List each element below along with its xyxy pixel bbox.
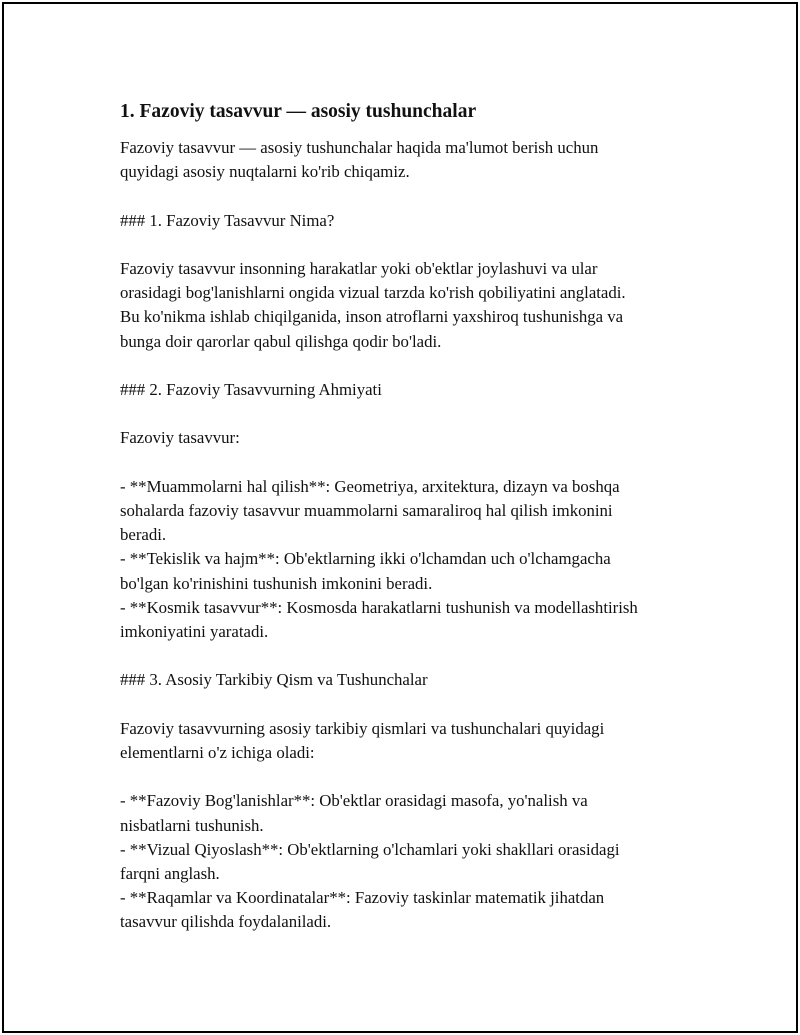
section-3-paragraph: Fazoviy tasavvurning asosiy tarkibiy qismlari va tushunchalari quyidagi elementlarni o'z ichiga oladi: — [120, 718, 605, 762]
section-1-heading: ### 1. Fazoviy Tasavvur Nima? — [120, 210, 335, 230]
section-2-list-item: - **Muammolarni hal qilish**: Geometriya, arxitektura, dizayn va boshqa sohalarda fazoviy tasavvur muammolarni samaraliroq hal qilish imkonini beradi. — [120, 476, 620, 545]
spacer — [120, 693, 710, 717]
spacer — [120, 184, 710, 208]
spacer — [120, 354, 710, 378]
section-2-list-item: - **Kosmik tasavvur**: Kosmosda harakatlarni tushunish va modellashtirish imkoniyatini yaratadi. — [120, 597, 638, 641]
spacer — [120, 233, 710, 257]
document-content — [120, 100, 710, 935]
intro-paragraph: Fazoviy tasavvur — asosiy tushunchalar haqida ma'lumot berish uchun quyidagi asosiy nuqtalarni ko'rib chiqamiz. — [120, 138, 599, 182]
section-3-list-item: - **Vizual Qiyoslash**: Ob'ektlarning o'lchamlari yoki shakllari orasidagi farqni anglash. — [120, 839, 620, 883]
section-1-paragraph: Fazoviy tasavvur insonning harakatlar yoki ob'ektlar joylashuvi va ular orasidagi bog'lanishlarni ongida vizual tarzda ko'rish qobiliyatini anglatadi. Bu ko'nikma ishlab chiqilganida, inson atroflarni yaxshiroq tushunishga va bunga doir qarorlar qabul qilishga qodir bo'ladi. — [120, 258, 626, 351]
spacer — [120, 451, 710, 475]
spacer — [120, 402, 710, 426]
spacer — [120, 644, 710, 668]
page-frame — [2, 2, 798, 1033]
section-2-heading: ### 2. Fazoviy Tasavvurning Ahmiyati — [120, 379, 382, 399]
section-3-list-item: - **Raqamlar va Koordinatalar**: Fazoviy taskinlar matematik jihatdan tasavvur qilishda foydalaniladi. — [120, 888, 605, 932]
section-3-heading: ### 3. Asosiy Tarkibiy Qism va Tushunchalar — [120, 670, 428, 690]
section-3-list-item: - **Fazoviy Bog'lanishlar**: Ob'ektlar orasidagi masofa, yo'nalish va nisbatlarni tushunish. — [120, 791, 588, 835]
section-2-lead: Fazoviy tasavvur: — [120, 428, 240, 448]
section-2-list-item: - **Tekislik va hajm**: Ob'ektlarning ikki o'lchamdan uch o'lchamgacha bo'lgan ko'rinishini tushunish imkonini beradi. — [120, 549, 611, 593]
spacer — [120, 765, 710, 789]
document-title: 1. Fazoviy tasavvur — asosiy tushunchalar — [120, 101, 477, 122]
